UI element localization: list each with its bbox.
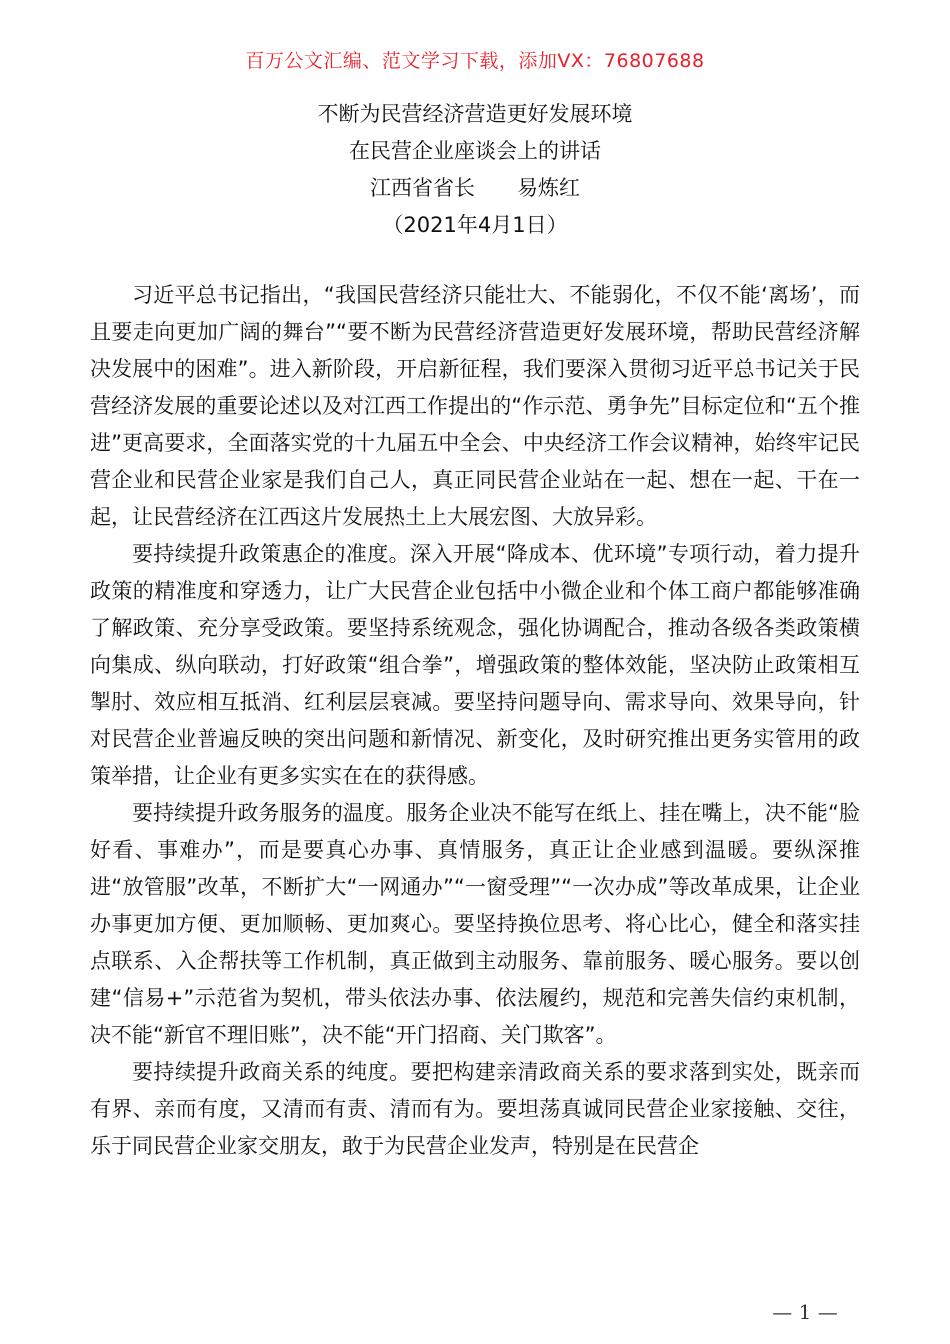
document-body	[90, 277, 860, 1165]
document-title: 不断为民营经济营造更好发展环境	[317, 102, 633, 126]
body-paragraph: 要持续提升政策惠企的准度。深入开展“降成本、优环境”专项行动，着力提升政策的精准度和穿透力，让广大民营企业包括中小微企业和个体工商户都能够准确了解政策、充分享受政策。要坚持系统观念，强化协调配合，推动各级各类政策横向集成、纵向联动，打好政策“组合拳”，增强政策的整体效能，坚决防止政策相互掣肘、效应相互抵消、红利层层衰减。要坚持问题导向、需求导向、效果导向，针对民营企业普遍反映的突出问题和新情况、新变化，及时研究推出更务实管用的政策举措，让企业有更多实实在在的获得感。	[90, 542, 860, 788]
document-subtitle: 在民营企业座谈会上的讲话	[349, 139, 601, 163]
body-paragraph: 要持续提升政务服务的温度。服务企业决不能写在纸上、挂在嘴上，决不能“脸好看、事难办”，而是要真心办事、真情服务，真正让企业感到温暖。要纵深推进“放管服”改革，不断扩大“一网通办”“一窗受理”“一次办成”等改革成果，让企业办事更加方便、更加顺畅、更加爽心。要坚持换位思考、将心比心，健全和落实挂点联系、入企帮扶等工作机制，真正做到主动服务、靠前服务、暖心服务。要以创建“信易+”示范省为契机，带头依法办事、依法履约，规范和完善失信约束机制，决不能“新官不理旧账”，决不能“开门招商、关门欺客”。	[90, 801, 860, 1047]
title-block	[0, 96, 950, 244]
speaker-line: 江西省省长 易炼红	[370, 176, 580, 200]
watermark-header: 百万公文汇编、范文学习下载，添加VX：76807688	[245, 50, 705, 72]
body-paragraph: 要持续提升政商关系的纯度。要把构建亲清政商关系的要求落到实处，既亲而有界、亲而有度，又清而有责、清而有为。要坦荡真诚同民营企业家接触、交往，乐于同民营企业家交朋友，敢于为民营企业发声，特别是在民营企	[90, 1060, 860, 1158]
speech-date: （2021年4月1日）	[382, 213, 568, 237]
body-paragraph: 习近平总书记指出，“我国民营经济只能壮大、不能弱化，不仅不能‘离场’，而且要走向更加广阔的舞台”“要不断为民营经济营造更好发展环境，帮助民营经济解决发展中的困难”。进入新阶段，开启新征程，我们要深入贯彻习近平总书记关于民营经济发展的重要论述以及对江西工作提出的“作示范、勇争先”目标定位和“五个推进”更高要求，全面落实党的十九届五中全会、中央经济工作会议精神，始终牢记民营企业和民营企业家是我们自己人，真正同民营企业站在一起、想在一起、干在一起，让民营经济在江西这片发展热土上大展宏图、大放异彩。	[90, 283, 860, 529]
page-number: — 1 —	[772, 1300, 838, 1324]
